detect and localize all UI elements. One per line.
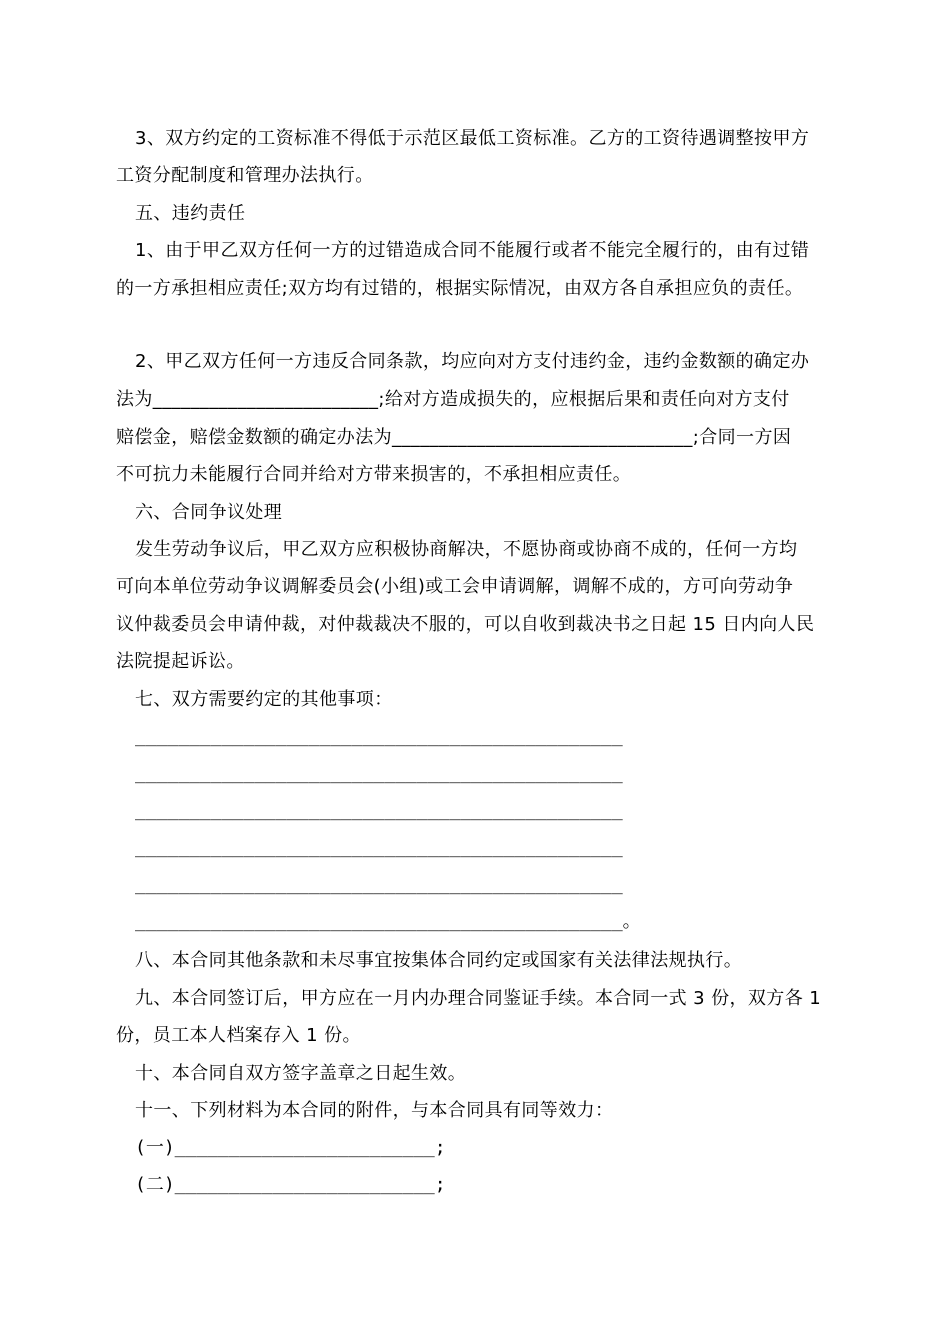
blank-line: _____________________________________________ <box>135 837 623 858</box>
blank-line: _____________________________________________ <box>135 763 623 784</box>
para-breach-1-cont: 的一方承担相应责任;双方均有过错的，根据实际情况，由双方各自承担应负的责任。 <box>116 278 804 299</box>
para-wage-standard: 3、双方约定的工资标准不得低于示范区最低工资标准。乙方的工资待遇调整按甲方 <box>135 128 810 149</box>
section-heading-breach: 五、违约责任 <box>135 203 246 224</box>
para-clause-8: 八、本合同其他条款和未尽事宜按集体合同约定或国家有关法律法规执行。 <box>135 950 743 971</box>
para-clause-9-cont: 份，员工本人档案存入 1 份。 <box>116 1025 361 1046</box>
attachment-item-2: (二)________________________; <box>135 1174 446 1195</box>
para-dispute-cont-3: 法院提起诉讼。 <box>116 651 245 672</box>
para-clause-10: 十、本合同自双方签字盖章之日起生效。 <box>135 1063 467 1084</box>
para-clause-11: 十一、下列材料为本合同的附件，与本合同具有同等效力： <box>135 1100 614 1121</box>
section-heading-dispute: 六、合同争议处理 <box>135 502 283 523</box>
para-breach-2-cont-2: 赔偿金，赔偿金数额的确定办法为________________________________;合同一方因 <box>116 427 792 448</box>
para-wage-standard-cont: 工资分配制度和管理办法执行。 <box>116 165 374 186</box>
section-heading-other-matters: 七、双方需要约定的其他事项： <box>135 689 393 710</box>
blank-line: _____________________________________________ <box>135 726 623 747</box>
blank-line: _____________________________________________ <box>135 874 623 895</box>
para-dispute-cont-1: 可向本单位劳动争议调解委员会(小组)或工会申请调解，调解不成的，方可向劳动争 <box>116 576 794 597</box>
para-clause-9: 九、本合同签订后，甲方应在一月内办理合同鉴证手续。本合同一式 3 份，双方各 1 <box>135 988 822 1009</box>
para-breach-2-cont-3: 不可抗力未能履行合同并给对方带来损害的，不承担相应责任。 <box>116 464 632 485</box>
para-dispute: 发生劳动争议后，甲乙双方应积极协商解决，不愿协商或协商不成的，任何一方均 <box>135 539 798 560</box>
blank-line: _____________________________________________ <box>135 800 623 821</box>
para-breach-1: 1、由于甲乙双方任何一方的过错造成合同不能履行或者不能完全履行的，由有过错 <box>135 240 810 261</box>
para-dispute-cont-2: 议仲裁委员会申请仲裁，对仲裁裁决不服的，可以自收到裁决书之日起 15 日内向人民 <box>116 614 815 635</box>
para-breach-2-cont-1: 法为________________________;给对方造成损失的，应根据后果和责任向对方支付 <box>116 389 790 410</box>
blank-line-last: _____________________________________________。 <box>135 911 641 932</box>
attachment-item-1: (一)________________________; <box>135 1137 446 1158</box>
para-breach-2: 2、甲乙双方任何一方违反合同条款，均应向对方支付违约金，违约金数额的确定办 <box>135 351 810 372</box>
